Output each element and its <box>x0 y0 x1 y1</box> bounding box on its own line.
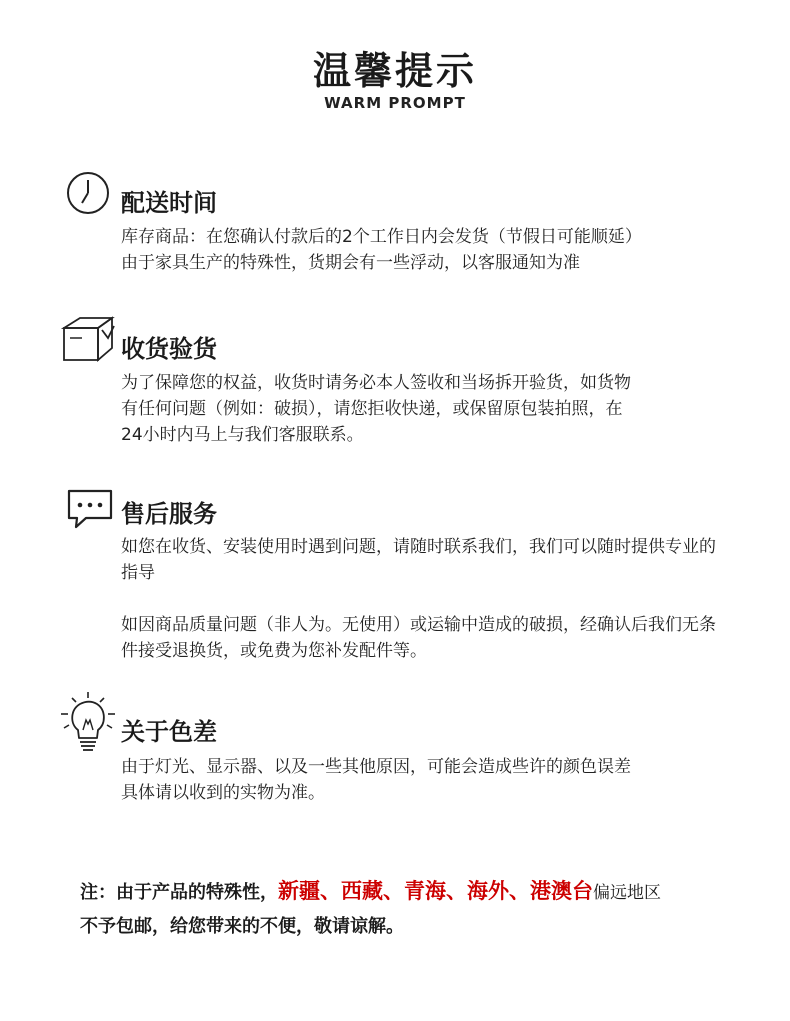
body-line: 由于灯光、显示器、以及一些其他原因，可能会造成些许的颜色误差 <box>121 757 631 777</box>
chat-bubble-icon <box>66 488 114 530</box>
section-title-color-difference: 关于色差 <box>121 718 217 746</box>
section-title-after-sales: 售后服务 <box>121 500 217 528</box>
body-line: 为了保障您的权益，收货时请务必本人签收和当场拆开验货，如货物 <box>121 373 631 393</box>
body-line: 具体请以收到的实物为准。 <box>121 783 325 803</box>
note-highlight-regions: 新疆、西藏、青海、海外、港澳台 <box>278 879 593 903</box>
clock-icon <box>65 170 111 216</box>
page-title: 温馨提示 <box>312 49 477 93</box>
body-line: 24小时内马上与我们客服联系。 <box>121 425 364 445</box>
section-body-color-difference <box>121 754 731 806</box>
section-title-delivery: 配送时间 <box>121 189 217 217</box>
body-line: 库存商品：在您确认付款后的2个工作日内会发货（节假日可能顺延） <box>121 227 642 247</box>
body-paragraph: 如因商品质量问题（非人为。无使用）或运输中造成的破损，经确认后我们无条件接受退换货，或免费为您补发配件等。 <box>121 615 716 661</box>
note-prefix: 注：由于产品的特殊性， <box>80 882 278 903</box>
page-subtitle: WARM PROMPT <box>324 94 466 112</box>
body-line: 有任何问题（例如：破损），请您拒收快递，或保留原包装拍照，在 <box>121 399 623 419</box>
section-body-delivery <box>121 224 731 276</box>
note-line-1 <box>80 874 740 910</box>
shipping-note <box>80 874 740 944</box>
note-suffix: 偏远地区 <box>593 883 661 903</box>
body-line: 由于家具生产的特殊性，货期会有一些浮动，以客服通知为准 <box>121 253 580 273</box>
box-icon <box>60 316 116 362</box>
body-paragraph: 如您在收货、安装使用时遇到问题，请随时联系我们，我们可以随时提供专业的指导 <box>121 537 716 583</box>
note-line-2: 不予包邮，给您带来的不便，敬请谅解。 <box>80 916 404 937</box>
light-bulb-icon <box>58 690 118 760</box>
section-title-receiving: 收货验货 <box>121 335 217 363</box>
section-body-receiving <box>121 370 731 448</box>
section-body-after-sales <box>121 534 721 664</box>
